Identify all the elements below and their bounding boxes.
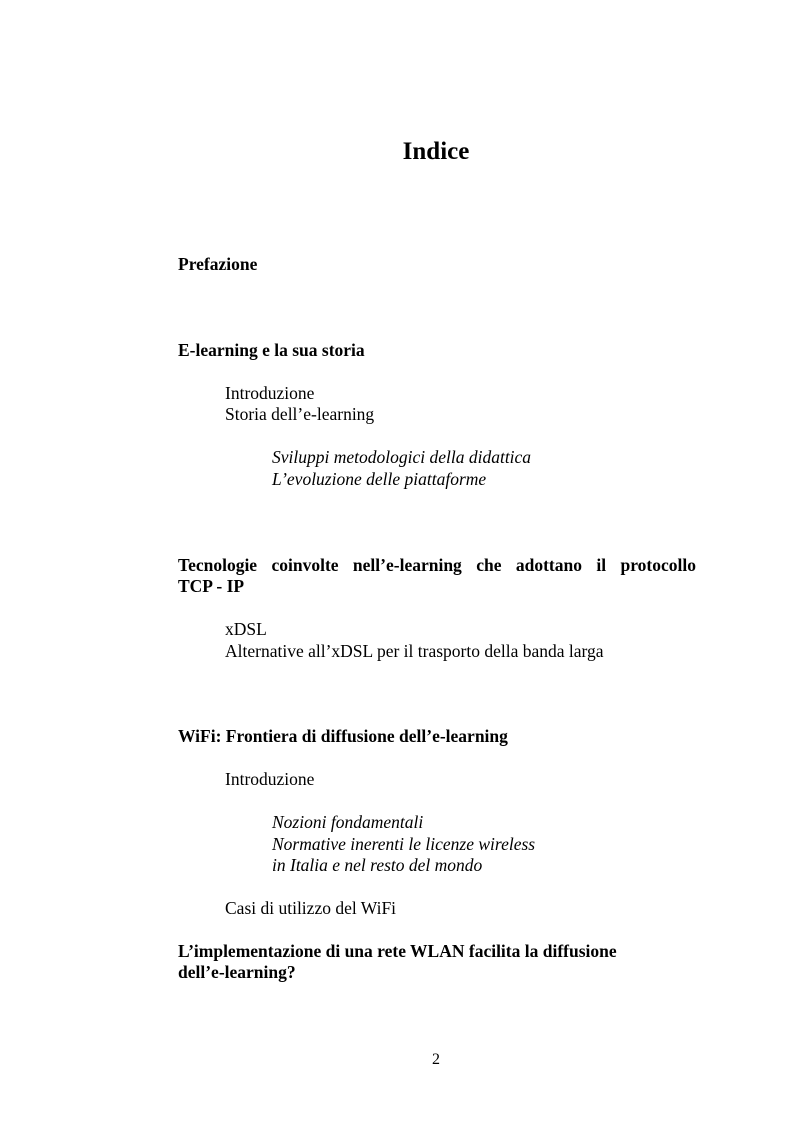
toc-section-casi-wifi: Casi di utilizzo del WiFi xyxy=(225,898,397,918)
toc-subsection-normative: Normative inerenti le licenze wireless xyxy=(272,834,536,854)
page-number: 2 xyxy=(432,1051,440,1068)
toc-section-storia: Storia dell’e-learning xyxy=(225,404,375,424)
toc-chapter-wifi: WiFi: Frontiera di diffusione dell’e-learning xyxy=(178,726,508,746)
toc-subsection-italia-mondo: in Italia e nel resto del mondo xyxy=(272,855,483,875)
toc-section-alternative-xdsl: Alternative all’xDSL per il trasporto della banda larga xyxy=(225,641,604,661)
toc-section-xdsl: xDSL xyxy=(225,619,267,639)
toc-section-introduzione: Introduzione xyxy=(225,383,315,403)
toc-chapter-wlan-line1: L’implementazione di una rete WLAN facilita la diffusione xyxy=(178,941,617,961)
page-title: Indice xyxy=(402,138,470,165)
toc-chapter-tecnologie-line2: TCP - IP xyxy=(178,576,245,596)
toc-chapter-tecnologie-line1: Tecnologie coinvolte nell’e-learning che adottano il protocollo xyxy=(178,555,696,575)
toc-chapter-wlan-line2: dell’e-learning? xyxy=(178,962,296,982)
toc-subsection-evoluzione: L’evoluzione delle piattaforme xyxy=(272,469,487,489)
toc-subsection-sviluppi: Sviluppi metodologici della didattica xyxy=(272,447,532,467)
toc-section-introduzione-wifi: Introduzione xyxy=(225,769,315,789)
toc-chapter-e-learning-storia: E-learning e la sua storia xyxy=(178,340,365,360)
toc-subsection-nozioni: Nozioni fondamentali xyxy=(272,812,424,832)
toc-chapter-prefazione: Prefazione xyxy=(178,254,258,274)
